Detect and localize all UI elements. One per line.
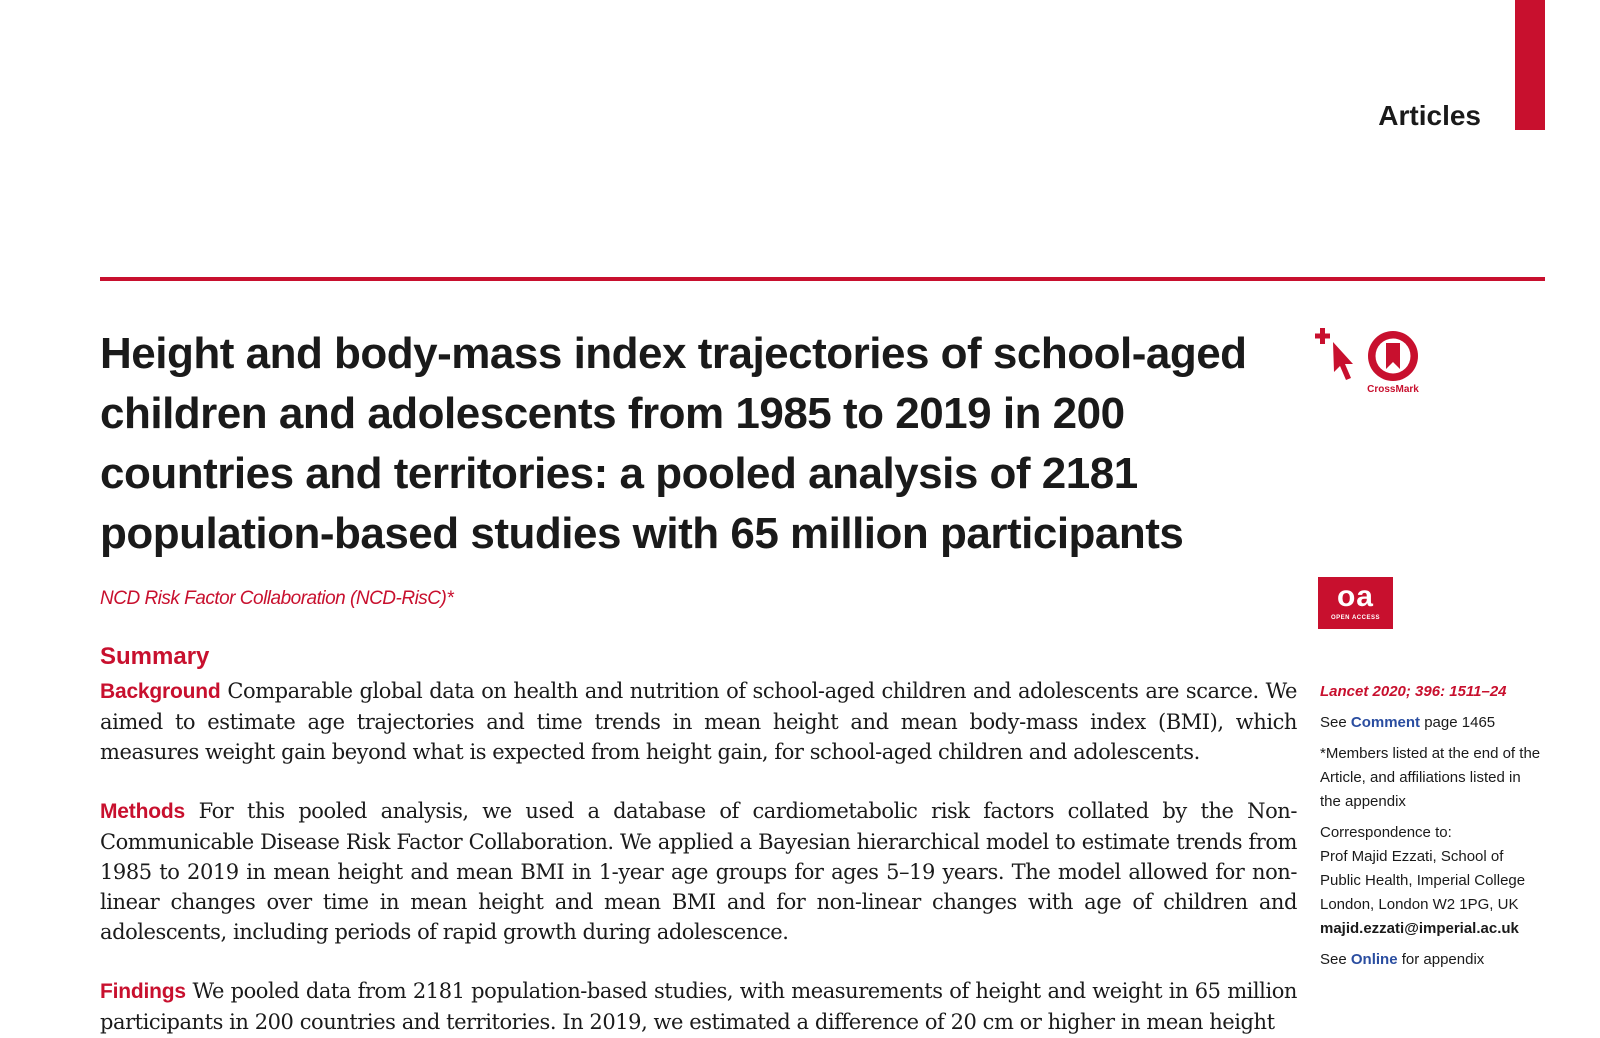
header-rule [100,277,1545,281]
background-label: Background [100,680,221,703]
correspondence-label: Correspondence to: [1320,824,1452,841]
crossmark-plus-horizontal [1315,334,1330,339]
online-link[interactable]: Online [1350,951,1398,968]
crossmark-label: CrossMark [1367,384,1419,395]
oa-label: oa [1336,580,1374,613]
members-note: *Members listed at the end of the Article, and affiliations listed in the appendix [1320,745,1541,810]
accent-tab [1515,0,1545,130]
findings-text: We pooled data from 2181 population-based studies, with measurements of height and weight in 65 million participants in 200 countries and territories. In 2019, we estimated a difference of 20 cm or higher in mean height [100,979,1297,1034]
article-title: Height and body-mass index trajectories of school-aged children and adolescents from 1985 to 2019 in 200 countries and territories: a pooled analysis of 2181 population-based studies with 65 million participants [100,329,1247,558]
crossmark-icon[interactable] [1315,326,1427,396]
see-comment-suffix: page 1465 [1424,714,1496,731]
sidebar [1320,680,1545,972]
methods-label: Methods [100,800,185,823]
correspondence-email[interactable]: majid.ezzati@imperial.ac.uk [1320,920,1519,937]
see-comment-line [1320,711,1545,735]
background-text: Comparable global data on health and nutrition of school-aged children and adolescents are scarce. We aimed to estimate age trajectories and time trends in mean height and mean body-mass index (BMI), which measures weight gain beyond what is expected from height gain, for school-aged children and adolescents. [100,679,1297,764]
methods-text: For this pooled analysis, we used a database of cardiometabolic risk factors collated by the Non-Communicable Disease Risk Factor Collaboration. We applied a Bayesian hierarchical model to estimate trends from 1985 to 2019 in mean height and mean BMI in 1-year age groups for ages 5–19 years. The model allowed for non-linear changes over time in mean height and mean BMI and for non-linear changes with age of children and adolescents, including periods of rapid growth during adolescence. [100,799,1297,944]
section-label: Articles [1378,100,1481,131]
comment-link[interactable]: Comment [1350,714,1421,731]
findings-paragraph [100,976,1297,1037]
citation: Lancet 2020; 396: 1511–24 [1320,683,1507,700]
background-paragraph [100,676,1297,767]
oa-sublabel: OPEN ACCESS [1331,615,1380,621]
see-comment-prefix: See [1320,714,1347,731]
crossmark-cursor [1333,342,1353,380]
summary-heading: Summary [100,643,210,670]
findings-label: Findings [100,980,186,1003]
methods-paragraph [100,796,1297,947]
see-online-suffix: for appendix [1401,951,1485,968]
open-access-badge[interactable] [1318,577,1393,629]
see-online-prefix: See [1320,951,1347,968]
see-online-line [1320,948,1545,972]
correspondence-text: Prof Majid Ezzati, School of Public Health, Imperial College London, London W2 1PG, UK [1320,848,1526,913]
author-byline[interactable]: NCD Risk Factor Collaboration (NCD-RisC)* [100,588,454,609]
